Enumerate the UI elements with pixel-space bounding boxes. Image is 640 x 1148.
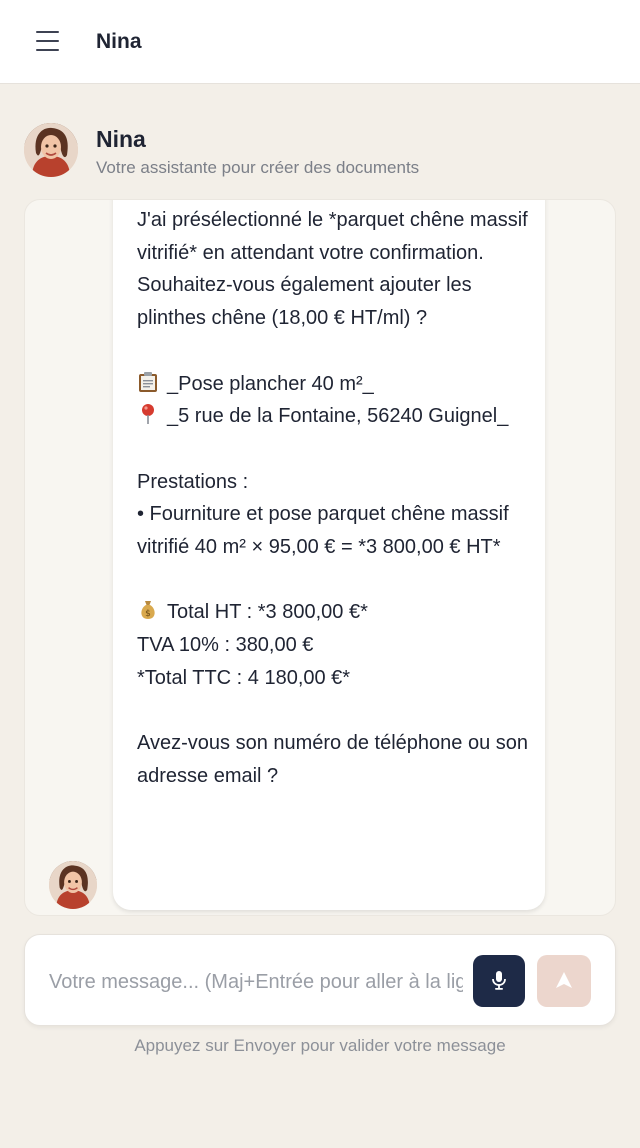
message-composer (24, 934, 616, 1026)
page-title: Nina (96, 30, 142, 53)
svg-text:$: $ (145, 609, 151, 620)
assistant-avatar (24, 123, 78, 177)
money-bag-icon (137, 599, 159, 621)
message-content (137, 204, 533, 793)
prestations-label: Prestations : (137, 470, 249, 493)
assistant-name: Nina (96, 126, 146, 152)
microphone-button[interactable] (473, 955, 525, 1007)
chat-panel[interactable] (24, 199, 616, 916)
message-question: Avez-vous son numéro de téléphone ou son adresse email ? (137, 732, 529, 787)
prestation-item: • Fourniture et pose parquet chêne massif vitrifié 40 m² × 95,00 € = *3 800,00 € HT* (137, 503, 509, 558)
message-input[interactable] (49, 967, 463, 997)
assistant-header (24, 123, 616, 183)
clipboard-icon (137, 371, 159, 393)
pin-icon (137, 403, 159, 425)
message-address-text: _5 rue de la Fontaine, 56240 Guignel_ (167, 405, 509, 428)
message-title-line (137, 368, 533, 401)
top-bar (0, 0, 640, 84)
total-ttc-line: *Total TTC : 4 180,00 €* (137, 666, 351, 689)
total-ht-line (137, 596, 533, 629)
message-intro: J'ai présélectionné le *parquet chêne massif vitrifié* en attendant votre confirmation. Souhaitez-vous également ajouter les plinthes chêne (18,00 € HT/ml) ? (137, 209, 528, 330)
assistant-subtitle: Votre assistante pour créer des documents (96, 158, 420, 177)
send-hint: Appuyez sur Envoyer pour valider votre message (134, 1036, 506, 1055)
message-address-line (137, 400, 533, 433)
send-button[interactable] (537, 955, 591, 1007)
total-ht-text: Total HT : *3 800,00 €* (167, 601, 368, 624)
message-title-text: _Pose plancher 40 m²_ (167, 372, 374, 395)
tva-line: TVA 10% : 380,00 € (137, 634, 314, 657)
microphone-icon (488, 969, 510, 994)
hamburger-menu-icon[interactable] (36, 31, 60, 51)
assistant-message-bubble (113, 199, 545, 910)
message-avatar (49, 861, 97, 909)
send-icon (553, 969, 575, 994)
